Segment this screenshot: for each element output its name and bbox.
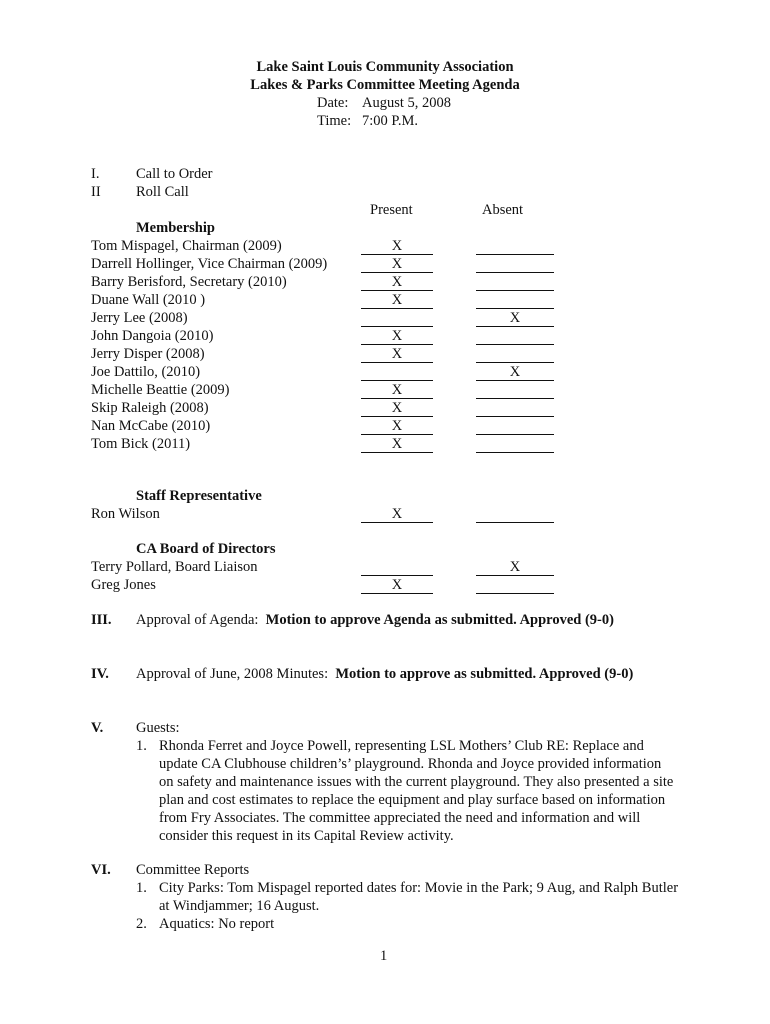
org-title: Lake Saint Louis Community Association — [256, 59, 514, 75]
roster-name: Jerry Lee (2008) — [91, 310, 188, 326]
present-mark: X — [361, 399, 433, 417]
section-iii-number: III. — [91, 612, 112, 628]
absent-mark — [476, 417, 554, 435]
absent-mark — [476, 576, 554, 594]
section-vi-item2-text: Aquatics: No report — [159, 916, 275, 932]
roster-name: Terry Pollard, Board Liaison — [91, 559, 258, 575]
absent-mark — [476, 399, 554, 417]
meeting-title: Lakes & Parks Committee Meeting Agenda — [250, 77, 520, 93]
absent-mark — [476, 291, 554, 309]
section-iv-number: IV. — [91, 666, 109, 682]
date-label: Date: — [317, 95, 349, 111]
section-v-title: Guests: — [136, 720, 180, 736]
section-iii-motion: Motion to approve Agenda as submitted. Approved (9-0) — [265, 612, 614, 628]
absent-mark: X — [476, 309, 554, 327]
present-mark — [361, 363, 433, 381]
roster-name: Duane Wall (2010 ) — [91, 292, 206, 308]
roster-name: Tom Bick (2011) — [91, 436, 191, 452]
section-vi-item2-number: 2. — [136, 916, 147, 932]
section-vi-title: Committee Reports — [136, 862, 250, 878]
roster-name: Darrell Hollinger, Vice Chairman (2009) — [91, 256, 328, 272]
section-iv-text: Approval of June, 2008 Minutes: — [136, 666, 329, 682]
present-mark: X — [361, 273, 433, 291]
time-label: Time: — [317, 113, 352, 129]
present-mark: X — [361, 291, 433, 309]
item-i-text: Call to Order — [136, 166, 213, 182]
item-ii-text: Roll Call — [136, 184, 189, 200]
absent-mark — [476, 327, 554, 345]
roster-name: Skip Raleigh (2008) — [91, 400, 209, 416]
date-value: August 5, 2008 — [362, 95, 452, 111]
absent-mark — [476, 345, 554, 363]
section-iv-line — [136, 665, 633, 683]
present-mark — [361, 309, 433, 327]
present-mark: X — [361, 381, 433, 399]
present-mark: X — [361, 327, 433, 345]
roster-name: Jerry Disper (2008) — [91, 346, 205, 362]
time-value: 7:00 P.M. — [362, 113, 419, 129]
roster-name: Michelle Beattie (2009) — [91, 382, 230, 398]
absent-mark — [476, 237, 554, 255]
present-mark: X — [361, 505, 433, 523]
roster-name: Nan McCabe (2010) — [91, 418, 211, 434]
absent-mark: X — [476, 363, 554, 381]
roster-name: Barry Berisford, Secretary (2010) — [91, 274, 287, 290]
absent-column-header: Absent — [482, 202, 524, 218]
section-vi-item1-number: 1. — [136, 880, 147, 896]
roster-name: Ron Wilson — [91, 506, 160, 522]
page-number: 1 — [380, 948, 388, 964]
absent-mark — [476, 435, 554, 453]
board-heading: CA Board of Directors — [136, 541, 276, 557]
absent-mark — [476, 381, 554, 399]
item-i-number: I. — [91, 166, 100, 182]
present-mark: X — [361, 417, 433, 435]
membership-heading: Membership — [136, 220, 215, 236]
section-iii-text: Approval of Agenda: — [136, 612, 259, 628]
present-mark: X — [361, 237, 433, 255]
section-iv-motion: Motion to approve as submitted. Approved (9-0) — [335, 666, 634, 682]
present-mark: X — [361, 345, 433, 363]
absent-mark — [476, 505, 554, 523]
roster-name: John Dangoia (2010) — [91, 328, 214, 344]
absent-mark: X — [476, 558, 554, 576]
section-iii-line — [136, 611, 614, 629]
roster-name: Tom Mispagel, Chairman (2009) — [91, 238, 282, 254]
roster-name: Joe Dattilo, (2010) — [91, 364, 201, 380]
staff-heading: Staff Representative — [136, 488, 262, 504]
item-ii-number: II — [91, 184, 101, 200]
section-v-item-number: 1. — [136, 738, 147, 754]
present-mark: X — [361, 255, 433, 273]
present-mark — [361, 558, 433, 576]
roster-name: Greg Jones — [91, 577, 156, 593]
present-mark: X — [361, 435, 433, 453]
section-vi-number: VI. — [91, 862, 111, 878]
absent-mark — [476, 273, 554, 291]
section-v-number: V. — [91, 720, 104, 736]
absent-mark — [476, 255, 554, 273]
section-vi-item1-text: City Parks: Tom Mispagel reported dates for: Movie in the Park; 9 Aug, and Ralph Butler at Windjammer; 16 August. — [159, 880, 679, 914]
section-v-item-text: Rhonda Ferret and Joyce Powell, representing LSL Mothers’ Club RE: Replace and update CA Clubhouse children’s’ playground. Rhonda and Joyce provided information on safety and maintenance issues with the current playground. They also presented a site plan and cost estimates to replace the equipment and play surface based on information from Fry Associates. The committee appreciated the need and information and will consider this request in its Capital Review activity. — [159, 738, 674, 844]
present-column-header: Present — [370, 202, 413, 218]
present-mark: X — [361, 576, 433, 594]
